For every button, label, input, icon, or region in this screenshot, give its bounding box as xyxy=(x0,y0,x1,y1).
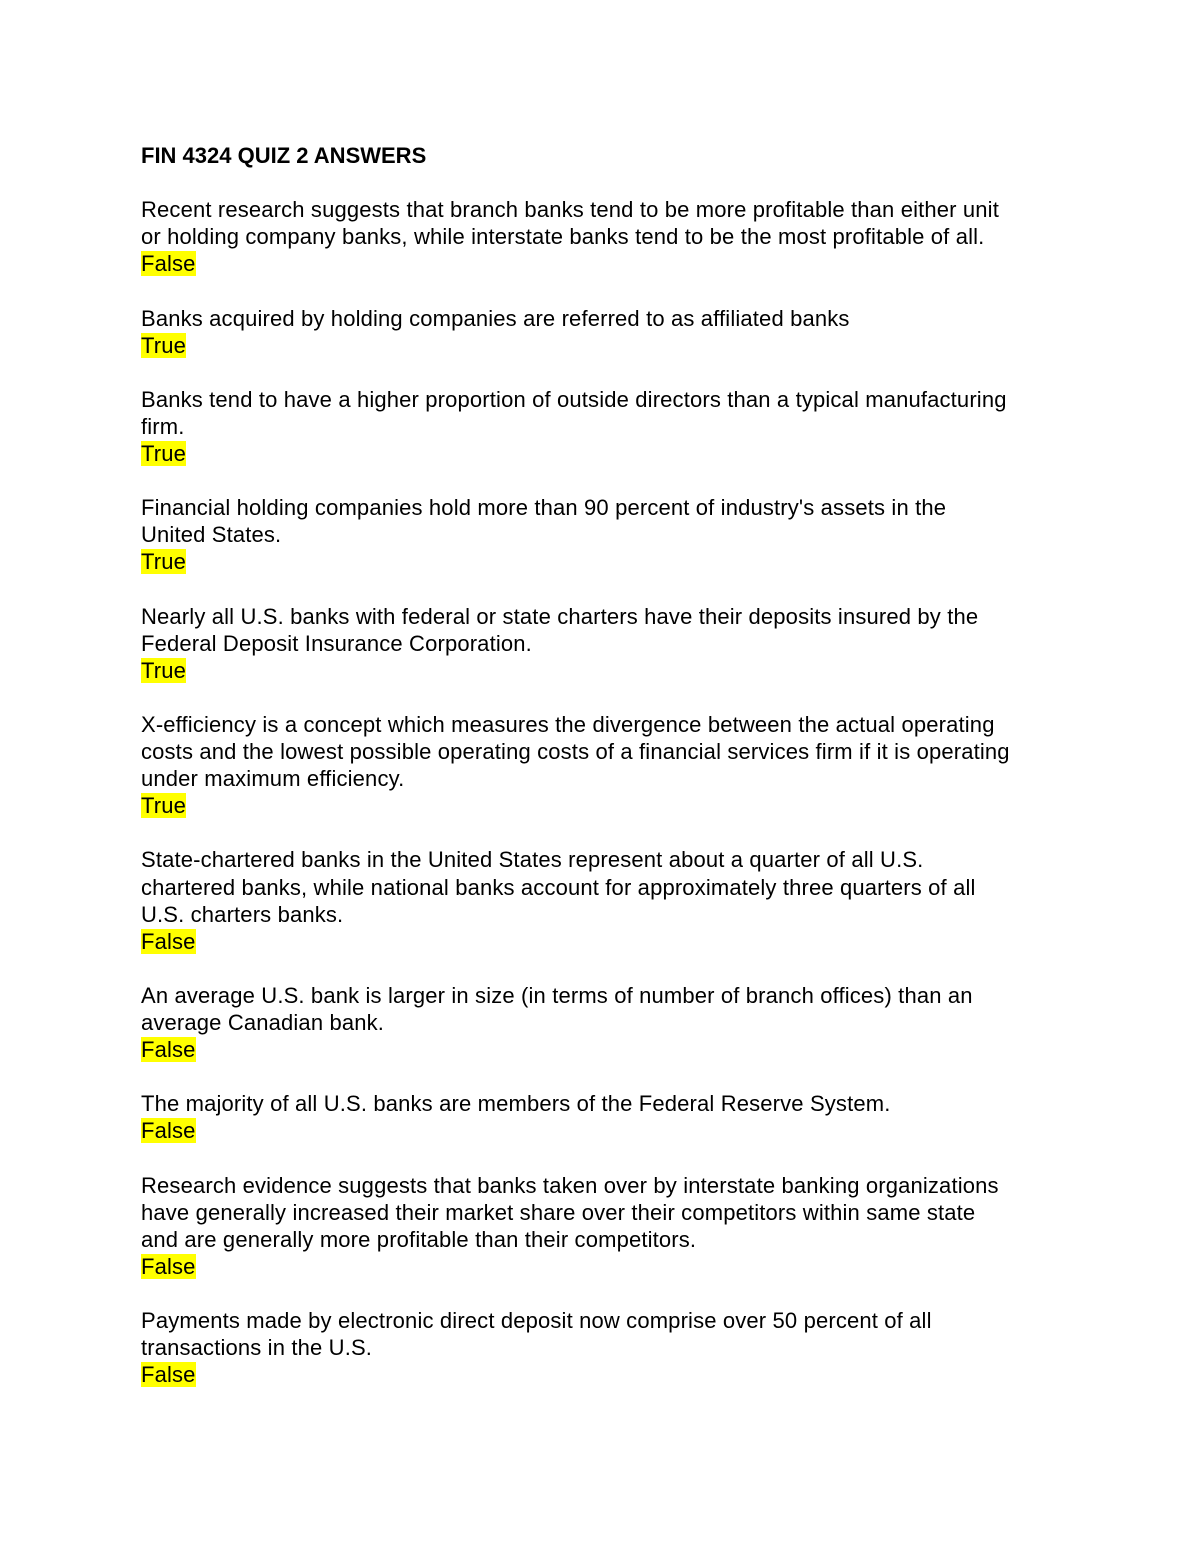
question-text-line: Payments made by electronic direct deposit now comprise over 50 percent of all xyxy=(141,1308,932,1334)
answer-highlight: True xyxy=(141,332,187,358)
answer-highlight: False xyxy=(141,1037,196,1063)
question-text-line: have generally increased their market share over their competitors within same state xyxy=(141,1199,976,1225)
question-text-line: average Canadian bank. xyxy=(141,1010,385,1035)
question-text-line: Federal Deposit Insurance Corporation. xyxy=(141,630,532,656)
answer-highlight: False xyxy=(141,1118,196,1144)
question-text-line: and are generally more profitable than their competitors. xyxy=(141,1226,697,1252)
answer xyxy=(141,440,1101,467)
answer-highlight: False xyxy=(141,1362,196,1388)
document-page xyxy=(141,142,1101,1415)
question-item xyxy=(141,711,1101,819)
question-text-line: costs and the lowest possible operating costs of a financial services firm if it is operating xyxy=(141,739,1010,765)
answer xyxy=(141,1361,1101,1388)
question-text-line: chartered banks, while national banks account for approximately three quarters of all xyxy=(141,874,976,900)
answer-highlight: False xyxy=(141,1253,196,1279)
question-item xyxy=(141,196,1101,277)
question-text-line: Financial holding companies hold more than 90 percent of industry's assets in the xyxy=(141,495,947,521)
answer xyxy=(141,332,1101,359)
question-text-line: Banks acquired by holding companies are referred to as affiliated banks xyxy=(141,305,850,331)
answer xyxy=(141,928,1101,955)
question-text-line: transactions in the U.S. xyxy=(141,1335,373,1361)
question-item xyxy=(141,494,1101,575)
question-item xyxy=(141,846,1101,954)
question-item xyxy=(141,1172,1101,1280)
question-text-line: under maximum efficiency. xyxy=(141,766,405,792)
question-item xyxy=(141,386,1101,467)
answer-highlight: True xyxy=(141,549,187,575)
document-title: FIN 4324 QUIZ 2 ANSWERS xyxy=(141,143,427,168)
answer xyxy=(141,548,1101,575)
answer xyxy=(141,1117,1101,1144)
question-item xyxy=(141,305,1101,359)
question-item xyxy=(141,982,1101,1063)
question-text-line: United States. xyxy=(141,522,282,548)
question-item xyxy=(141,1307,1101,1388)
answer-highlight: True xyxy=(141,793,187,819)
answer-highlight: True xyxy=(141,441,187,467)
answer xyxy=(141,792,1101,819)
question-text-line: Banks tend to have a higher proportion of outside directors than a typical manufacturing xyxy=(141,386,1007,412)
answer xyxy=(141,657,1101,684)
question-item xyxy=(141,603,1101,684)
question-text-line: An average U.S. bank is larger in size (in terms of number of branch offices) than an xyxy=(141,982,973,1008)
question-text-line: U.S. charters banks. xyxy=(141,901,344,927)
answer xyxy=(141,1253,1101,1280)
question-text-line: firm. xyxy=(141,413,185,439)
answer-highlight: False xyxy=(141,928,196,954)
question-text-line: State-chartered banks in the United States represent about a quarter of all U.S. xyxy=(141,847,924,873)
question-text-line: The majority of all U.S. banks are members of the Federal Reserve System. xyxy=(141,1091,891,1117)
question-text-line: Recent research suggests that branch banks tend to be more profitable than either unit xyxy=(141,197,999,223)
answer xyxy=(141,250,1101,277)
question-item xyxy=(141,1090,1101,1144)
question-text-line: or holding company banks, while interstate banks tend to be the most profitable of all. xyxy=(141,224,985,250)
question-text-line: Research evidence suggests that banks taken over by interstate banking organizations xyxy=(141,1172,999,1198)
question-text-line: X-efficiency is a concept which measures the divergence between the actual operating xyxy=(141,711,995,737)
question-list xyxy=(141,196,1101,1388)
answer-highlight: False xyxy=(141,251,196,277)
question-text-line: Nearly all U.S. banks with federal or state charters have their deposits insured by the xyxy=(141,603,979,629)
answer xyxy=(141,1036,1101,1063)
answer-highlight: True xyxy=(141,657,187,683)
